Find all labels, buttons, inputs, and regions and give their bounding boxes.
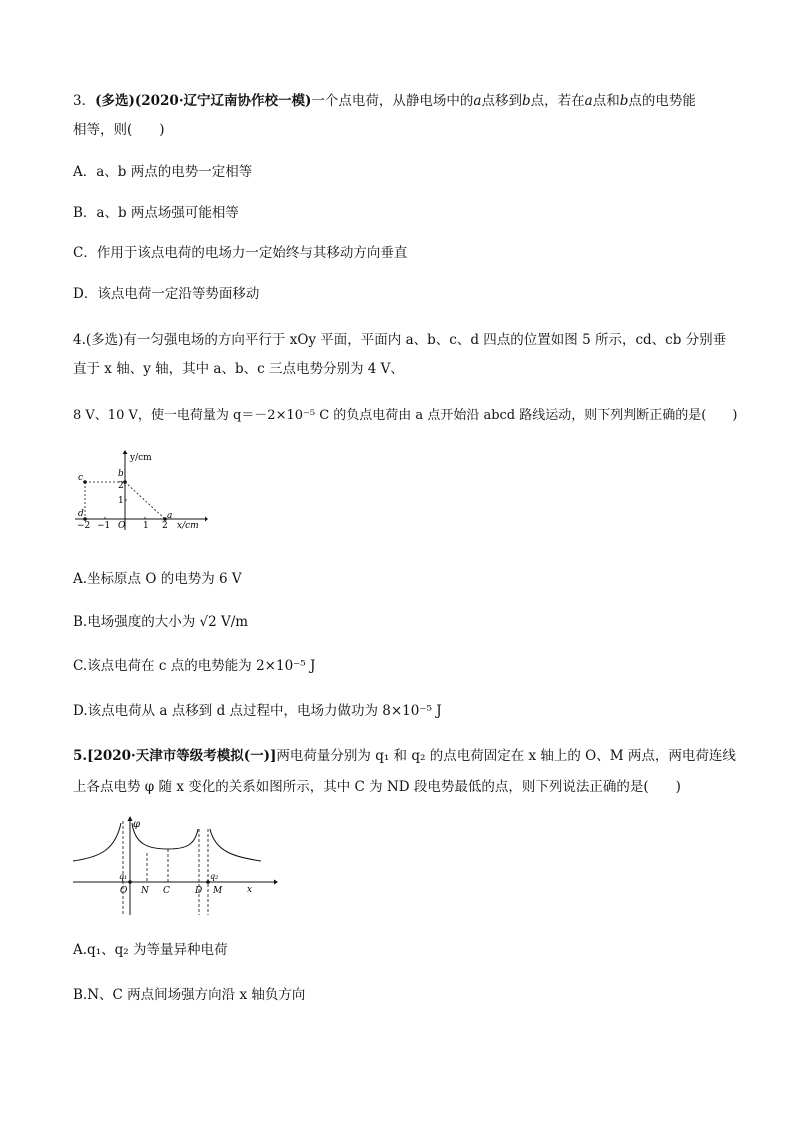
option-text: 该点电荷一定沿等势面移动	[97, 286, 260, 302]
x-axis-arrow	[274, 880, 278, 885]
option-label: B．	[73, 205, 97, 221]
q4-stem-line2: 直于 x 轴、y 轴，其中 a、b、c 三点电势分别为 4 V、	[73, 361, 404, 377]
option-label: C．	[73, 245, 97, 261]
option-text: 该点电荷从 a 点移到 d 点过程中，电场力做功为 8×10⁻⁵ J	[87, 703, 442, 719]
label-c: c	[78, 473, 84, 483]
xtick-2: 2	[162, 521, 168, 531]
q3-stem-line2: 相等，则( )	[73, 122, 165, 138]
q3-var: a	[584, 93, 593, 109]
q3-var: b	[619, 93, 629, 109]
option-label: D.	[73, 703, 88, 719]
option-text: a、b 两点的电势一定相等	[96, 164, 253, 180]
option-label: A．	[73, 164, 97, 180]
option-label: A.	[73, 571, 88, 587]
point-o	[128, 880, 132, 884]
xtick-neg2: −2	[77, 521, 91, 531]
q5-option-a	[73, 940, 227, 960]
q3-option-d	[73, 284, 259, 304]
origin-label: O	[118, 521, 126, 531]
label-n: N	[141, 886, 149, 896]
x-axis-label: x/cm	[177, 521, 199, 531]
q4-option-d	[73, 701, 442, 721]
label-q2: q₂	[210, 872, 219, 881]
q3-option-a	[73, 162, 252, 182]
q3-option-b	[73, 203, 239, 223]
label-c: C	[163, 886, 170, 896]
y-axis-arrow	[123, 450, 128, 454]
x-axis-label: x	[247, 885, 253, 895]
q4-option-a	[73, 569, 242, 589]
q3-stem-text: 点的电势能	[628, 93, 696, 109]
xtick-1: 1	[143, 521, 149, 531]
option-text: 电场强度的大小为 √2 V/m	[87, 614, 249, 630]
curve-left	[73, 823, 121, 861]
phi-axis-label: φ	[133, 819, 141, 830]
option-text: 作用于该点电荷的电场力一定始终与其移动方向垂直	[96, 245, 408, 261]
option-text: N、C 两点间场强方向沿 x 轴负方向	[87, 987, 306, 1003]
option-text: a、b 两点场强可能相等	[96, 205, 239, 221]
phi-axis-arrow	[128, 816, 133, 821]
q4-option-c	[73, 656, 315, 676]
q3-stem-text: 一个点电荷，从静电场中的	[311, 93, 474, 109]
option-text: 坐标原点 O 的电势为 6 V	[87, 571, 242, 587]
q5-stem-line2: 上各点电势 φ 随 x 变化的关系如图所示，其中 C 为 ND 段电势最低的点，则下列说法正确的是( )	[73, 779, 681, 795]
q3-option-c	[73, 243, 407, 263]
q3-number: 3．	[73, 93, 96, 109]
q3-var: b	[521, 93, 531, 109]
label-b: b	[118, 469, 124, 479]
q5-option-b	[73, 985, 305, 1005]
option-label: A.	[73, 942, 88, 958]
point-b	[123, 480, 127, 484]
q3-stem-text: 点和	[592, 93, 620, 109]
q4-stem-line3: 8 V、10 V，使一电荷量为 q＝－2×10⁻⁵ C 的负点电荷由 a 点开始沿 abcd 路线运动，则下列判断正确的是( )	[73, 408, 738, 423]
q5-source: 5.[2020·天津市等级考模拟(一)]	[73, 748, 277, 764]
label-m: M	[213, 886, 223, 896]
label-a: a	[167, 511, 173, 521]
y-axis-label: y/cm	[130, 453, 152, 463]
q5-potential-figure	[71, 815, 281, 920]
x-axis-arrow	[205, 517, 208, 522]
q3-source: (多选)(2020·辽宁辽南协作校一模)	[95, 93, 312, 109]
ytick-2: 2	[118, 481, 124, 491]
label-q1: q₁	[119, 872, 128, 881]
q5-stem-text: 两电荷量分别为 q₁ 和 q₂ 的点电荷固定在 x 轴上的 O、M 两点，两电荷连线	[276, 748, 736, 764]
option-label: D．	[73, 286, 98, 302]
q4-stem-line1: 4.(多选)有一匀强电场的方向平行于 xOy 平面，平面内 a、b、c、d 四点的位置如图 5 所示，cd、cb 分别垂	[73, 332, 727, 348]
ab-dashed-line	[125, 482, 165, 519]
label-d: D	[195, 886, 203, 896]
option-text: q₁、q₂ 为等量异种电荷	[87, 942, 228, 958]
curve-middle	[132, 823, 198, 849]
point-c	[83, 480, 87, 484]
q3-stem-line1	[73, 91, 696, 111]
option-label: C.	[73, 658, 88, 674]
q3-stem-text: 点，若在	[530, 93, 585, 109]
q5-stem-line1	[73, 746, 736, 766]
curve-right	[210, 829, 261, 861]
ytick-1: 1	[118, 496, 124, 506]
xtick-neg1: −1	[97, 521, 111, 531]
q4-coordinate-figure	[73, 448, 208, 533]
option-label: B.	[73, 987, 88, 1003]
q3-var: a	[473, 93, 482, 109]
option-text: 该点电荷在 c 点的电势能为 2×10⁻⁵ J	[87, 658, 316, 674]
option-label: B.	[73, 614, 88, 630]
q3-stem-text: 点移到	[481, 93, 522, 109]
q4-option-b	[73, 612, 248, 632]
label-d: d	[78, 509, 84, 519]
label-o: O	[120, 886, 128, 896]
